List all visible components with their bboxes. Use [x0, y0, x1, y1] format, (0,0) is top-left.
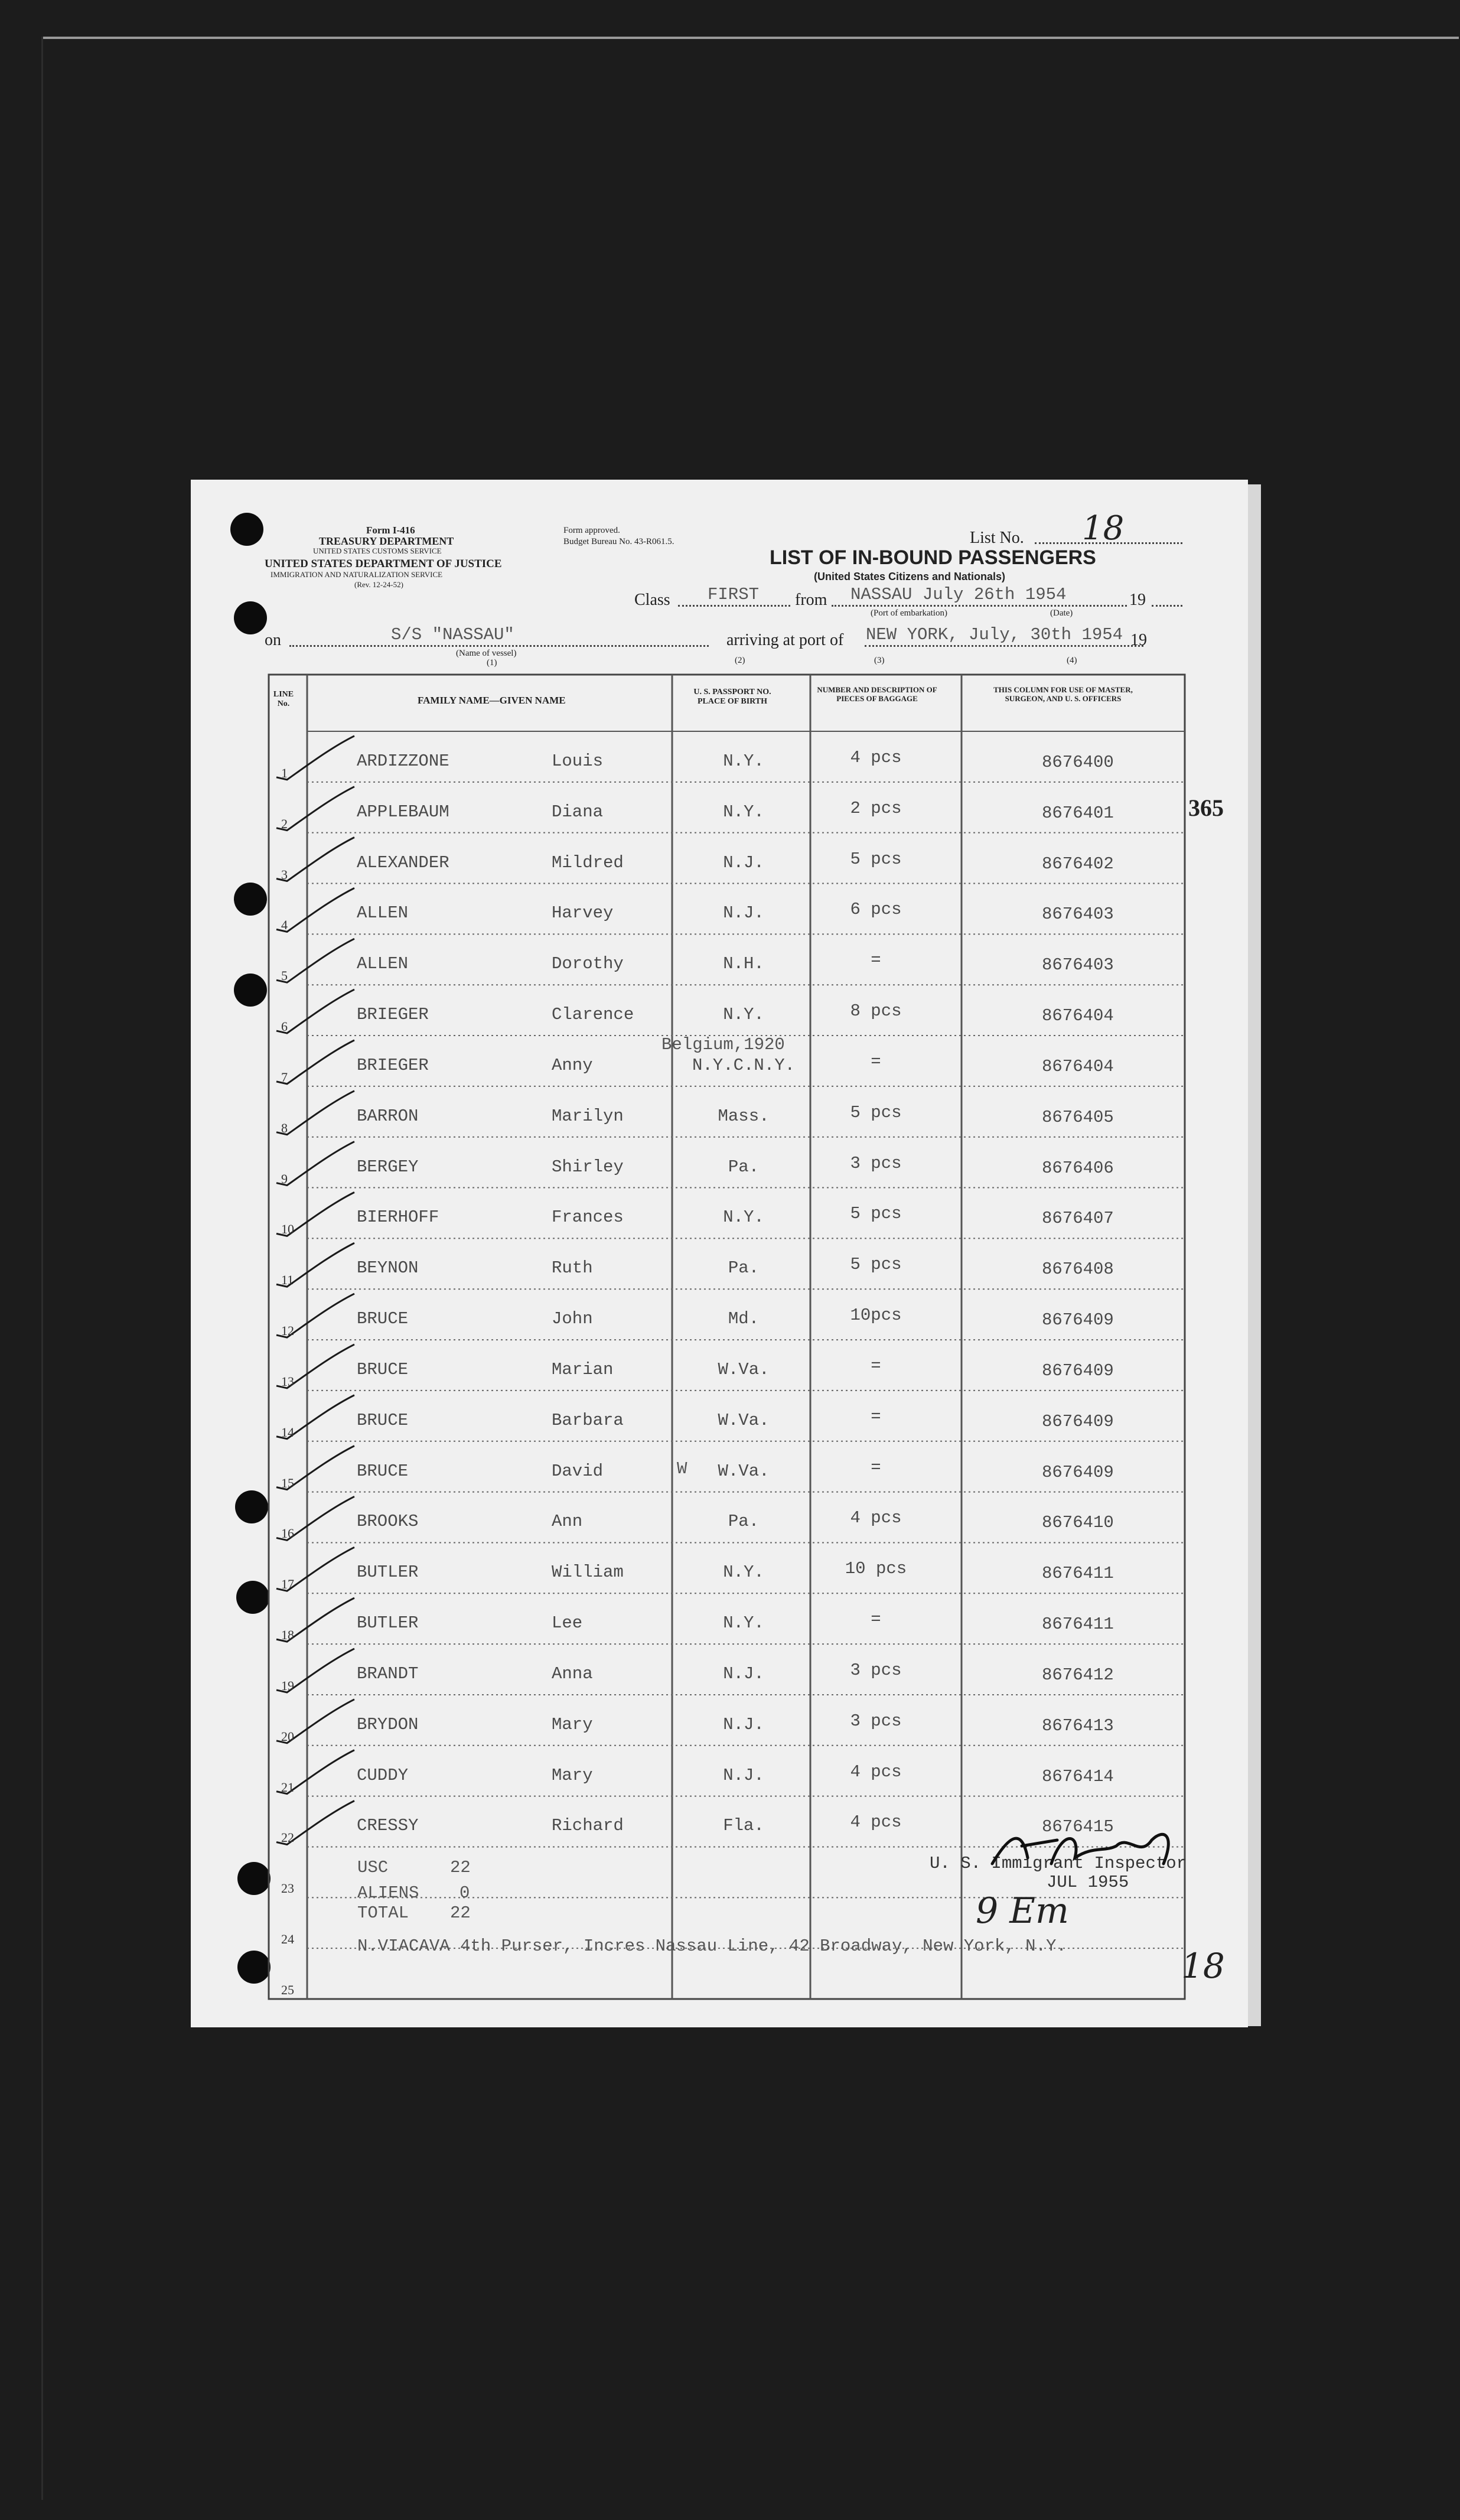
line-number: 8 — [281, 1120, 288, 1135]
family-name: BRUCE — [357, 1461, 409, 1481]
arrival-year-suffix: 19 — [1130, 631, 1147, 649]
place-of-birth: Md. — [728, 1309, 760, 1329]
line-number: 24 — [281, 1932, 294, 1947]
document-title: LIST OF IN-BOUND PASSENGERS — [770, 546, 1096, 569]
officer-number: 8676403 — [1042, 955, 1114, 975]
col-header-officers: THIS COLUMN FOR USE OF MASTER, SURGEON, AND U. S. OFFICERS — [993, 685, 1133, 703]
place-of-birth: W.Va. — [718, 1359, 770, 1379]
family-name: BRUCE — [357, 1410, 409, 1430]
line-number: 23 — [281, 1881, 294, 1896]
family-name: ALEXANDER — [357, 852, 449, 872]
officer-number: 8676414 — [1042, 1766, 1114, 1786]
line-number: 2 — [281, 816, 288, 831]
officer-number: 8676402 — [1042, 854, 1114, 874]
line-number: 3 — [281, 867, 288, 882]
baggage-count: 10 pcs — [845, 1559, 907, 1579]
usc-label: USC — [357, 1858, 389, 1877]
line-number: 6 — [281, 1019, 288, 1034]
given-name: Dorothy — [552, 954, 624, 974]
officer-number: 8676410 — [1042, 1513, 1114, 1533]
officer-number: 8676409 — [1042, 1462, 1114, 1482]
stamp-date: JUL 1955 — [1047, 1873, 1129, 1892]
vessel-value: S/S "NASSAU" — [391, 625, 514, 644]
purser-line: N.VIACAVA 4th Purser, Incres Nassau Line, 42 Broadway, New York, N.Y. — [357, 1936, 1067, 1956]
given-name: Barbara — [552, 1410, 624, 1430]
check-mark-icon — [276, 1142, 354, 1186]
place-of-birth: Fla. — [723, 1816, 764, 1836]
place-of-birth: N.Y. — [723, 802, 764, 822]
officer-number: 8676409 — [1042, 1310, 1114, 1330]
family-name: BRUCE — [357, 1309, 409, 1329]
officer-number: 8676404 — [1042, 1006, 1114, 1026]
given-name: Marilyn — [552, 1106, 624, 1126]
family-name: APPLEBAUM — [357, 802, 449, 822]
baggage-count: = — [871, 1406, 881, 1427]
document-subtitle: (United States Citizens and Nationals) — [814, 571, 1006, 582]
family-name: ARDIZZONE — [357, 751, 449, 771]
baggage-count: = — [871, 1610, 881, 1630]
family-name: BRIEGER — [357, 1005, 429, 1025]
baggage-count: 10pcs — [850, 1305, 902, 1326]
place-of-birth: N.Y. — [723, 1005, 764, 1025]
given-name: Lee — [552, 1613, 583, 1633]
given-name: Shirley — [552, 1157, 624, 1177]
place-of-birth: Pa. — [728, 1512, 760, 1532]
class-value: FIRST — [708, 585, 760, 604]
treasury-dept: TREASURY DEPARTMENT — [319, 535, 454, 547]
aliens-label: ALIENS — [357, 1883, 419, 1903]
officer-number: 8676407 — [1042, 1209, 1114, 1229]
officer-number: 8676403 — [1042, 904, 1114, 924]
check-mark-icon — [276, 838, 354, 881]
family-name: BUTLER — [357, 1562, 419, 1583]
given-name: Ann — [552, 1512, 583, 1532]
form-number: Form I-416 — [366, 525, 415, 536]
page-number: 365 — [1188, 795, 1224, 821]
officer-number: 8676412 — [1042, 1665, 1114, 1685]
family-name: BUTLER — [357, 1613, 419, 1633]
family-name: BIERHOFF — [357, 1207, 439, 1228]
line-number: 19 — [281, 1678, 294, 1693]
place-of-birth: N.H. — [723, 954, 764, 974]
col-header-name: FAMILY NAME—GIVEN NAME — [418, 695, 566, 706]
line-number: 25 — [281, 1982, 294, 1997]
revision: (Rev. 12-24-52) — [354, 580, 403, 589]
baggage-count: 5 pcs — [850, 849, 902, 869]
line-number: 13 — [281, 1373, 294, 1389]
line-number: 14 — [281, 1424, 294, 1440]
check-mark-icon — [276, 1040, 354, 1084]
given-name: Harvey — [552, 903, 614, 923]
list-no-value: 18 — [1082, 509, 1125, 548]
place-of-birth: N.Y. — [723, 1562, 764, 1583]
col-num-2: (2) — [735, 656, 745, 665]
family-name: ALLEN — [357, 903, 409, 923]
place-of-birth: W.Va. — [718, 1410, 770, 1430]
family-name: ALLEN — [357, 954, 409, 974]
bottom-hand-number: 18 — [1181, 1946, 1225, 1986]
place-of-birth: N.Y. — [723, 751, 764, 771]
family-name: CUDDY — [357, 1765, 409, 1785]
justice-dept: UNITED STATES DEPARTMENT OF JUSTICE — [265, 558, 502, 570]
baggage-count: 4 pcs — [850, 747, 902, 767]
given-name: Frances — [552, 1207, 624, 1228]
line-number: 1 — [281, 765, 288, 780]
baggage-count: 5 pcs — [850, 1255, 902, 1275]
line-number: 20 — [281, 1728, 294, 1744]
line-number: 15 — [281, 1475, 294, 1490]
baggage-count: 5 pcs — [850, 1102, 902, 1122]
officer-number: 8676405 — [1042, 1107, 1114, 1127]
family-name: BERGEY — [357, 1157, 419, 1177]
budget-bureau: Budget Bureau No. 43-R061.5. — [563, 537, 674, 546]
signature-icon — [986, 1822, 1187, 1876]
place-of-birth: Pa. — [728, 1157, 760, 1177]
baggage-count: 3 pcs — [850, 1153, 902, 1173]
line-number: 11 — [281, 1272, 294, 1288]
given-name: Diana — [552, 802, 604, 822]
arrival-value: NEW YORK, July, 30th 1954 — [866, 625, 1123, 644]
given-name: Anna — [552, 1663, 593, 1684]
officer-number: 8676400 — [1042, 752, 1114, 772]
check-mark-icon — [276, 888, 354, 932]
place-of-birth: N.J. — [723, 903, 764, 923]
baggage-count: 6 pcs — [850, 900, 902, 920]
family-name: BROOKS — [357, 1512, 419, 1532]
officer-number: 8676404 — [1042, 1056, 1114, 1076]
officer-number: 8676406 — [1042, 1158, 1114, 1178]
officer-number: 8676401 — [1042, 803, 1114, 823]
given-name: Mildred — [552, 852, 624, 872]
on-label: on — [265, 631, 281, 649]
usc-value: 22 — [450, 1858, 471, 1877]
baggage-count: 3 pcs — [850, 1660, 902, 1680]
line-number: 4 — [281, 917, 288, 933]
line-number: 7 — [281, 1069, 288, 1085]
baggage-count: 8 pcs — [850, 1001, 902, 1021]
total-value: 22 — [450, 1903, 471, 1923]
line-number: 16 — [281, 1526, 294, 1541]
check-mark-icon — [276, 736, 354, 780]
officer-number: 8676411 — [1042, 1614, 1114, 1635]
family-name: CRESSY — [357, 1816, 419, 1836]
officer-number: 8676409 — [1042, 1360, 1114, 1381]
officer-number: 8676408 — [1042, 1259, 1114, 1279]
col-header-line-no: LINE No. — [273, 690, 294, 708]
place-of-birth: N.J. — [723, 1714, 764, 1734]
place-of-birth: N.J. — [723, 1663, 764, 1684]
family-name: BRANDT — [357, 1663, 419, 1684]
line-number: 22 — [281, 1830, 294, 1845]
baggage-count: = — [871, 1051, 881, 1072]
baggage-count: 3 pcs — [850, 1711, 902, 1731]
class-label: Class — [634, 591, 670, 609]
place-of-birth: Mass. — [718, 1106, 770, 1126]
line-number: 10 — [281, 1222, 294, 1237]
given-name: John — [552, 1309, 593, 1329]
birth-note: Belgium,1920 — [661, 1035, 785, 1054]
total-label: TOTAL — [357, 1903, 409, 1923]
line-number: 21 — [281, 1779, 294, 1795]
given-name: Mary — [552, 1714, 593, 1734]
baggage-count: 4 pcs — [850, 1762, 902, 1782]
place-of-birth: N.Y.C.N.Y. — [692, 1055, 796, 1075]
from-value: NASSAU July 26th 1954 — [850, 585, 1067, 604]
line-number: 9 — [281, 1171, 288, 1186]
place-of-birth: N.J. — [723, 852, 764, 872]
vessel-col-num: (1) — [487, 658, 497, 668]
arriving-label: arriving at port of — [726, 631, 844, 649]
given-name: Mary — [552, 1765, 593, 1785]
col-num-4: (4) — [1067, 656, 1077, 665]
given-name: David — [552, 1461, 604, 1481]
inspector-label: U. S. Immigrant Inspector — [930, 1854, 1187, 1873]
from-label: from — [795, 591, 827, 609]
line-number: 18 — [281, 1627, 294, 1643]
col-header-baggage: NUMBER AND DESCRIPTION OF PIECES OF BAGGAGE — [817, 685, 937, 703]
baggage-count: 5 pcs — [850, 1204, 902, 1224]
family-name: BRUCE — [357, 1359, 409, 1379]
check-mark-icon — [276, 989, 354, 1033]
family-name: BARRON — [357, 1106, 419, 1126]
form-approved: Form approved. — [563, 526, 620, 535]
year-suffix: 19 — [1129, 591, 1146, 609]
officer-number: 8676415 — [1042, 1817, 1114, 1837]
given-name: William — [552, 1562, 624, 1583]
given-name: Clarence — [552, 1005, 634, 1025]
baggage-count: = — [871, 1457, 881, 1477]
baggage-count: 2 pcs — [850, 798, 902, 818]
date-caption: (Date) — [1050, 608, 1073, 618]
place-of-birth: Pa. — [728, 1258, 760, 1278]
given-name: Anny — [552, 1055, 593, 1075]
place-of-birth: W.Va. — [718, 1461, 770, 1481]
check-mark-icon — [276, 1091, 354, 1135]
stray-mark: W — [677, 1459, 687, 1479]
port-caption: (Port of embarkation) — [871, 608, 947, 618]
family-name: BRIEGER — [357, 1055, 429, 1075]
family-name: BRYDON — [357, 1714, 419, 1734]
given-name: Marian — [552, 1359, 614, 1379]
check-mark-icon — [276, 787, 354, 831]
place-of-birth: N.Y. — [723, 1207, 764, 1228]
baggage-count: 4 pcs — [850, 1508, 902, 1528]
check-mark-icon — [276, 939, 354, 982]
given-name: Ruth — [552, 1258, 593, 1278]
given-name: Richard — [552, 1816, 624, 1836]
officer-number: 8676413 — [1042, 1715, 1114, 1736]
customs-service: UNITED STATES CUSTOMS SERVICE — [313, 546, 442, 555]
ins-service: IMMIGRATION AND NATURALIZATION SERVICE — [271, 570, 443, 579]
line-number: 12 — [281, 1323, 294, 1339]
col-num-3: (3) — [874, 656, 885, 665]
line-number: 5 — [281, 968, 288, 984]
given-name: Louis — [552, 751, 604, 771]
line-number: 17 — [281, 1577, 294, 1592]
family-name: BEYNON — [357, 1258, 419, 1278]
inspector-initials: 9 Em — [976, 1890, 1069, 1932]
baggage-count: = — [871, 950, 881, 971]
officer-number: 8676409 — [1042, 1411, 1114, 1431]
col-header-passport: U. S. PASSPORT NO. PLACE OF BIRTH — [693, 688, 771, 706]
baggage-count: 4 pcs — [850, 1812, 902, 1832]
baggage-count: = — [871, 1356, 881, 1376]
list-no-label: List No. — [970, 529, 1024, 547]
vessel-caption: (Name of vessel) — [456, 649, 517, 658]
place-of-birth: N.J. — [723, 1765, 764, 1785]
place-of-birth: N.Y. — [723, 1613, 764, 1633]
officer-number: 8676411 — [1042, 1564, 1114, 1584]
aliens-value: 0 — [459, 1883, 470, 1903]
